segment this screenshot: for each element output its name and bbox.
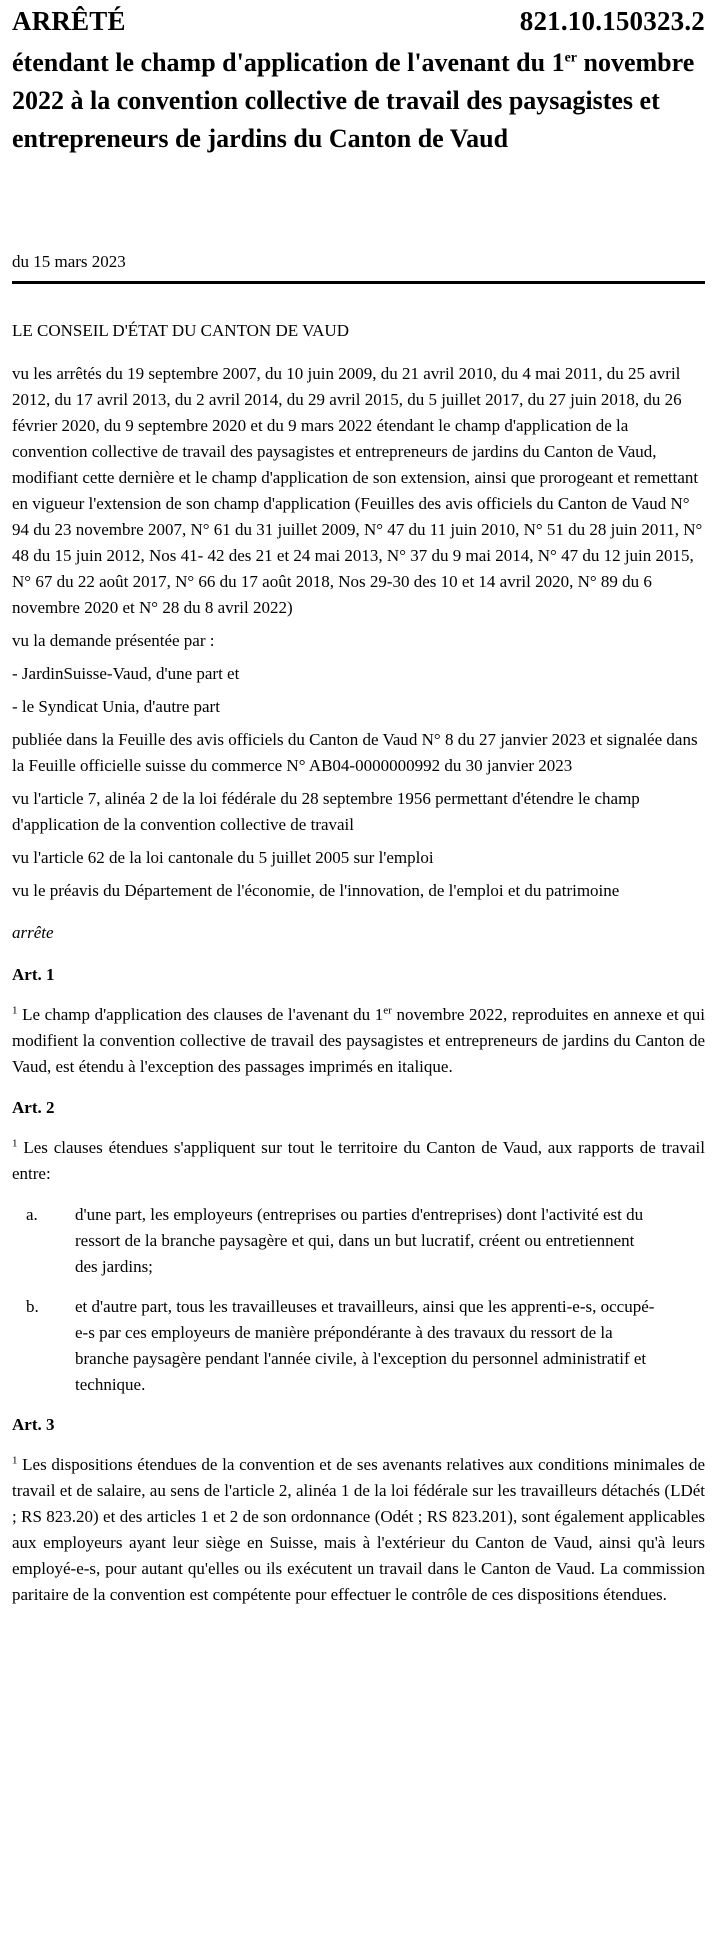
article-1-text-part1: Le champ d'application des clauses de l'avenant du 1 — [17, 1005, 384, 1024]
article-1-superscript: er — [383, 1004, 392, 1017]
considerant-arretes: vu les arrêtés du 19 septembre 2007, du 10 juin 2009, du 21 avril 2010, du 4 mai 2011, du 25 avril 2012, du 17 avril 2013, du 2 avril 2014, du 29 avril 2015, du 5 juillet 2017, du 27 juin 2018, du 26 février 2020, du 9 septembre 2020 et du 9 mars 2022 étendant le champ d'application de la convention collective de travail des paysagistes et entrepreneurs de jardins du Canton de Vaud, modifiant cette dernière et le champ d'application de son extension, ainsi que prorogeant et remettant en vigueur l'extension de son champ d'application (Feuilles des avis officiels du Canton de Vaud N° 94 du 23 novembre 2007, N° 61 du 31 juillet 2009, N° 47 du 11 juin 2010, N° 51 du 28 juin 2011, N° 48 du 15 juin 2012, Nos 41- 42 des 21 et 24 mai 2013, N° 37 du 9 mai 2014, N° 47 du 12 juin 2015, N° 67 du 22 août 2017, N° 66 du 17 août 2018, Nos 29-30 des 10 et 14 avril 2020, N° 89 du 6 novembre 2020 et N° 28 du 8 avril 2022) — [12, 364, 703, 617]
article-1-text — [12, 1002, 705, 1080]
list-item — [12, 1202, 705, 1280]
considerant-preavis: vu le préavis du Département de l'économie, de l'innovation, de l'emploi et du patrimoine — [12, 881, 620, 900]
article-3-heading: Art. 3 — [12, 1415, 55, 1434]
document-title — [12, 44, 705, 158]
party-jardinsuisse: - JardinSuisse-Vaud, d'une part et — [12, 664, 240, 683]
arrete-keyword: arrête — [12, 923, 54, 942]
document-header — [12, 6, 705, 37]
considerant-loi-cantonale: vu l'article 62 de la loi cantonale du 5 juillet 2005 sur l'emploi — [12, 848, 434, 867]
title-text-part2: novembre 2022 à la convention collective de travail des paysagistes et entrepreneurs de jardins du Canton de Vaud — [12, 48, 695, 153]
alinea-number: 1 — [12, 1137, 18, 1150]
list-item-text: d'une part, les employeurs (entreprises ou parties d'entreprises) dont l'activité est du ressort de la branche paysagère et qui, dans un but lucratif, créent ou entretiennent des jardins; — [75, 1205, 644, 1276]
list-item-letter: b. — [26, 1297, 39, 1316]
title-text-part1: étendant le champ d'application de l'avenant du 1 — [12, 48, 565, 77]
document-number: 821.10.150323.2 — [519, 6, 705, 36]
alinea-number: 1 — [12, 1454, 18, 1467]
considerant-demande: vu la demande présentée par : — [12, 631, 215, 650]
article-3-text — [12, 1452, 705, 1608]
list-item — [12, 1294, 705, 1398]
article-2-text — [12, 1135, 705, 1187]
article-2-heading: Art. 2 — [12, 1098, 55, 1117]
article-3-text-body: Les dispositions étendues de la convention et de ses avenants relatives aux conditions minimales de travail et de salaire, au sens de l'article 2, alinéa 1 de la loi fédérale sur les travailleurs détachés (LDét ; RS 823.20) et des articles 1 et 2 de son ordonnance (Odét ; RS 823.201), sont également applicables aux employeurs ayant leur siège en Suisse, mais à l'extérieur du Canton de Vaud, ainsi qu'à leurs employé-e-s, pour autant qu'elles ou ils exécutent un travail dans le Canton de Vaud. La commission paritaire de la convention est compétente pour effectuer le contrôle de ces dispositions étendues. — [12, 1455, 705, 1604]
issuing-authority: LE CONSEIL D'ÉTAT DU CANTON DE VAUD — [12, 321, 349, 340]
document-body — [12, 318, 705, 1623]
document-date: du 15 mars 2023 — [12, 252, 126, 271]
document-type: ARRÊTÉ — [12, 6, 126, 36]
alinea-number: 1 — [12, 1004, 18, 1017]
article-2-text-body: Les clauses étendues s'appliquent sur tout le territoire du Canton de Vaud, aux rapports de travail entre: — [12, 1138, 705, 1183]
party-unia: - le Syndicat Unia, d'autre part — [12, 697, 220, 716]
considerant-loi-federale: vu l'article 7, alinéa 2 de la loi fédérale du 28 septembre 1956 permettant d'étendre le champ d'application de la convention collective de travail — [12, 789, 640, 834]
list-item-text: et d'autre part, tous les travailleuses et travailleurs, ainsi que les apprenti-e-s, occupé-e-s par ces employeurs de manière prépondérante à des travaux du ressort de la branche paysagère pendant l'année civile, à l'exception du personnel administratif et technique. — [75, 1297, 655, 1394]
article-1-text-part2: novembre 2022, reproduites en annexe et qui modifient la convention collective de travail des paysagistes et entrepreneurs de jardins du Canton de Vaud, est étendu à l'exception des passages imprimés en italique. — [12, 1005, 706, 1076]
considerant-publication: publiée dans la Feuille des avis officiels du Canton de Vaud N° 8 du 27 janvier 2023 et signalée dans la Feuille officielle suisse du commerce N° AB04-0000000992 du 30 janvier 2023 — [12, 730, 698, 775]
list-item-letter: a. — [26, 1205, 38, 1224]
title-superscript: er — [564, 50, 578, 66]
header-divider — [12, 281, 705, 284]
article-1-heading: Art. 1 — [12, 965, 55, 984]
